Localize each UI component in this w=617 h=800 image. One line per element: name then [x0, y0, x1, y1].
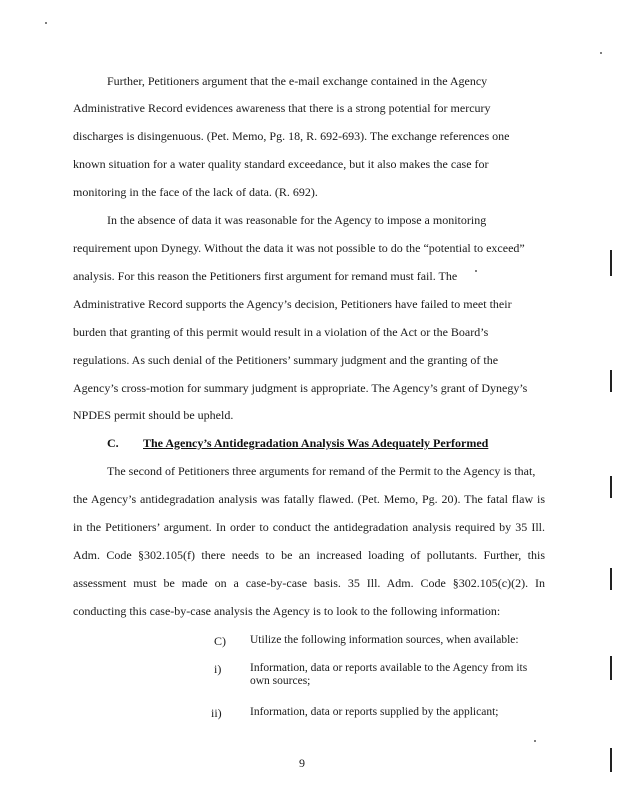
change-bar [610, 370, 612, 392]
list-item-marker: ii) [211, 706, 222, 720]
list-item-text: Utilize the following information sources, when available: [250, 634, 519, 646]
paragraph-2-line-2: requirement upon Dynegy. Without the data it was not possible to do the “potential to exceed” [73, 241, 525, 255]
paragraph-2-line-7: Agency’s cross-motion for summary judgment is appropriate. The Agency’s grant of Dynegy’s [73, 381, 528, 395]
paragraph-3-line-1: The second of Petitioners three arguments for remand of the Permit to the Agency is that, [107, 464, 536, 478]
change-bar [610, 656, 612, 680]
paragraph-3-line-6: conducting this case-by-case analysis the Agency is to look to the following information: [73, 604, 501, 618]
paragraph-3-line-5: assessment must be made on a case-by-case basis. 35 Ill. Adm. Code §302.105(c)(2). In [73, 576, 545, 590]
paragraph-3-line-4: Adm. Code §302.105(f) there needs to be an increased loading of pollutants. Further, this [73, 548, 545, 562]
scan-speck [600, 52, 602, 54]
section-heading-letter: C. [107, 436, 119, 450]
paragraph-1-line-4: known situation for a water quality standard exceedance, but it also makes the case for [73, 157, 489, 171]
scan-speck [475, 270, 477, 272]
list-item-marker: i) [214, 662, 222, 676]
list-item-marker: C) [214, 634, 226, 648]
paragraph-1-line-1: Further, Petitioners argument that the e-mail exchange contained in the Agency [107, 74, 488, 88]
paragraph-2-line-3: analysis. For this reason the Petitioners first argument for remand must fail. The [73, 269, 458, 283]
paragraph-2-line-5: burden that granting of this permit would result in a violation of the Act or the Board’s [73, 325, 489, 339]
paragraph-1-line-3: discharges is disingenuous. (Pet. Memo, Pg. 18, R. 692-693). The exchange references one [73, 129, 510, 143]
paragraph-1-line-5: monitoring in the face of the lack of data. (R. 692). [73, 185, 318, 199]
paragraph-2-line-4: Administrative Record supports the Agency’s decision, Petitioners have failed to meet their [73, 297, 512, 311]
scan-speck [534, 740, 536, 742]
paragraph-2-line-8: NPDES permit should be upheld. [73, 408, 234, 422]
paragraph-3-line-2: the Agency’s antidegradation analysis was fatally flawed. (Pet. Memo, Pg. 20). The fatal flaw is [73, 492, 545, 506]
list-item-text: Information, data or reports supplied by the applicant; [250, 706, 499, 718]
paragraph-2-line-1: In the absence of data it was reasonable for the Agency to impose a monitoring [107, 213, 487, 227]
paragraph-2-line-6: regulations. As such denial of the Petitioners’ summary judgment and the granting of the [73, 353, 499, 367]
paragraph-3-line-3: in the Petitioners’ argument. In order to conduct the antidegradation analysis required by 35 Ill. [73, 520, 545, 534]
change-bar [610, 250, 612, 276]
section-heading-title: The Agency’s Antidegradation Analysis Was Adequately Performed [143, 436, 489, 450]
paragraph-1-line-2: Administrative Record evidences awareness that there is a strong potential for mercury [73, 101, 491, 115]
change-bar [610, 476, 612, 498]
change-bar [610, 748, 612, 772]
change-bar [610, 568, 612, 590]
list-item-text: Information, data or reports available to the Agency from its own sources; [250, 662, 528, 687]
scan-speck [45, 22, 47, 24]
page-number: 9 [299, 756, 305, 770]
